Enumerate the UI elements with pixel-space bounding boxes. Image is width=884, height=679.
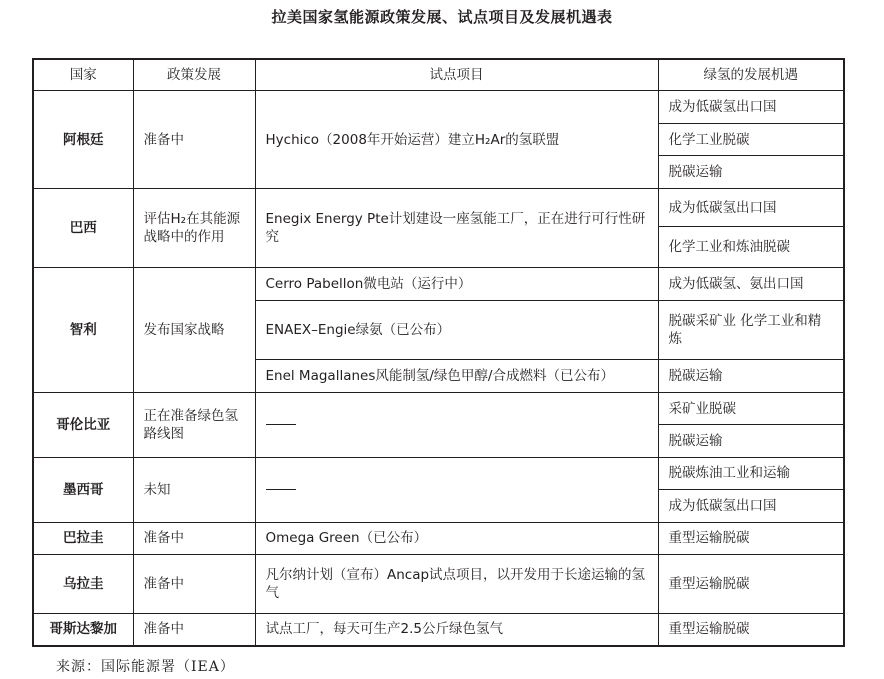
country-cell: 墨西哥: [33, 457, 133, 522]
table-row: [33, 522, 844, 554]
policy-cell: 正在准备绿色氢路线图: [133, 392, 255, 457]
project-cell: Enegix Energy Pte计划建设一座氢能工厂，正在进行可行性研究: [255, 188, 658, 267]
policy-cell: 准备中: [133, 522, 255, 554]
dash-line: [266, 489, 296, 490]
policy-cell: 评估H₂在其能源战略中的作用: [133, 188, 255, 267]
country-cell: 智利: [33, 267, 133, 392]
source-note: 来源：国际能源署（IEA）: [56, 659, 235, 675]
project-cell: Enel Magallanes风能制氢/绿色甲醇/合成燃料（已公布）: [255, 360, 658, 392]
opportunity-cell: 脱碳炼油工业和运输: [658, 457, 844, 489]
project-cell: 凡尔纳计划（宣布）Ancap试点项目，以开发用于长途运输的氢气: [255, 555, 658, 614]
policy-table-container: [32, 58, 843, 647]
country-cell: 哥斯达黎加: [33, 613, 133, 646]
table-row: [33, 267, 844, 300]
project-cell: [255, 392, 658, 457]
header-country: 国家: [33, 59, 133, 91]
header-opportunity: 绿氢的发展机遇: [658, 59, 844, 91]
opportunity-cell: 成为低碳氢出口国: [658, 91, 844, 123]
opportunity-cell: 脱碳采矿业 化学工业和精炼: [658, 301, 844, 360]
opportunity-cell: 重型运输脱碳: [658, 555, 844, 614]
opportunity-cell: 脱碳运输: [658, 425, 844, 457]
project-cell: Omega Green（已公布）: [255, 522, 658, 554]
project-cell: ENAEX–Engie绿氨（已公布）: [255, 301, 658, 360]
policy-cell: 发布国家战略: [133, 267, 255, 392]
opportunity-cell: 重型运输脱碳: [658, 613, 844, 646]
policy-cell: 未知: [133, 457, 255, 522]
dash-line: [266, 424, 296, 425]
country-cell: 乌拉圭: [33, 555, 133, 614]
country-cell: 哥伦比亚: [33, 392, 133, 457]
opportunity-cell: 成为低碳氢、氨出口国: [658, 267, 844, 300]
opportunity-cell: 化学工业脱碳: [658, 123, 844, 155]
project-cell: 试点工厂，每天可生产2.5公斤绿色氢气: [255, 613, 658, 646]
policy-cell: 准备中: [133, 91, 255, 188]
project-cell: [255, 91, 658, 188]
header-project: 试点项目: [255, 59, 658, 91]
table-row: [33, 457, 844, 489]
policy-cell: 准备中: [133, 613, 255, 646]
country-cell: 巴拉圭: [33, 522, 133, 554]
table-row: [33, 613, 844, 646]
table-row: [33, 188, 844, 227]
project-text: Hychico（2008年开始运营）建立H₂Ar的氢联盟: [265, 131, 560, 148]
policy-cell: 准备中: [133, 555, 255, 614]
header-policy: 政策发展: [133, 59, 255, 91]
opportunity-cell: 成为低碳氢出口国: [658, 188, 844, 227]
table-row: [33, 91, 844, 123]
header-row: [33, 59, 844, 91]
opportunity-cell: 重型运输脱碳: [658, 522, 844, 554]
opportunity-cell: 成为低碳氢出口国: [658, 490, 844, 522]
opportunity-cell: 脱碳运输: [658, 360, 844, 392]
opportunity-cell: 化学工业和炼油脱碳: [658, 227, 844, 268]
table-title: 拉美国家氢能源政策发展、试点项目及发展机遇表: [271, 8, 613, 26]
opportunity-cell: 脱碳运输: [658, 156, 844, 188]
country-cell: 阿根廷: [33, 91, 133, 188]
country-cell: 巴西: [33, 188, 133, 267]
project-cell: [255, 457, 658, 522]
table-row: [33, 555, 844, 614]
project-cell: Cerro Pabellon微电站（运行中）: [255, 267, 658, 300]
policy-table: [32, 58, 845, 647]
opportunity-cell: 采矿业脱碳: [658, 392, 844, 424]
table-row: [33, 392, 844, 424]
